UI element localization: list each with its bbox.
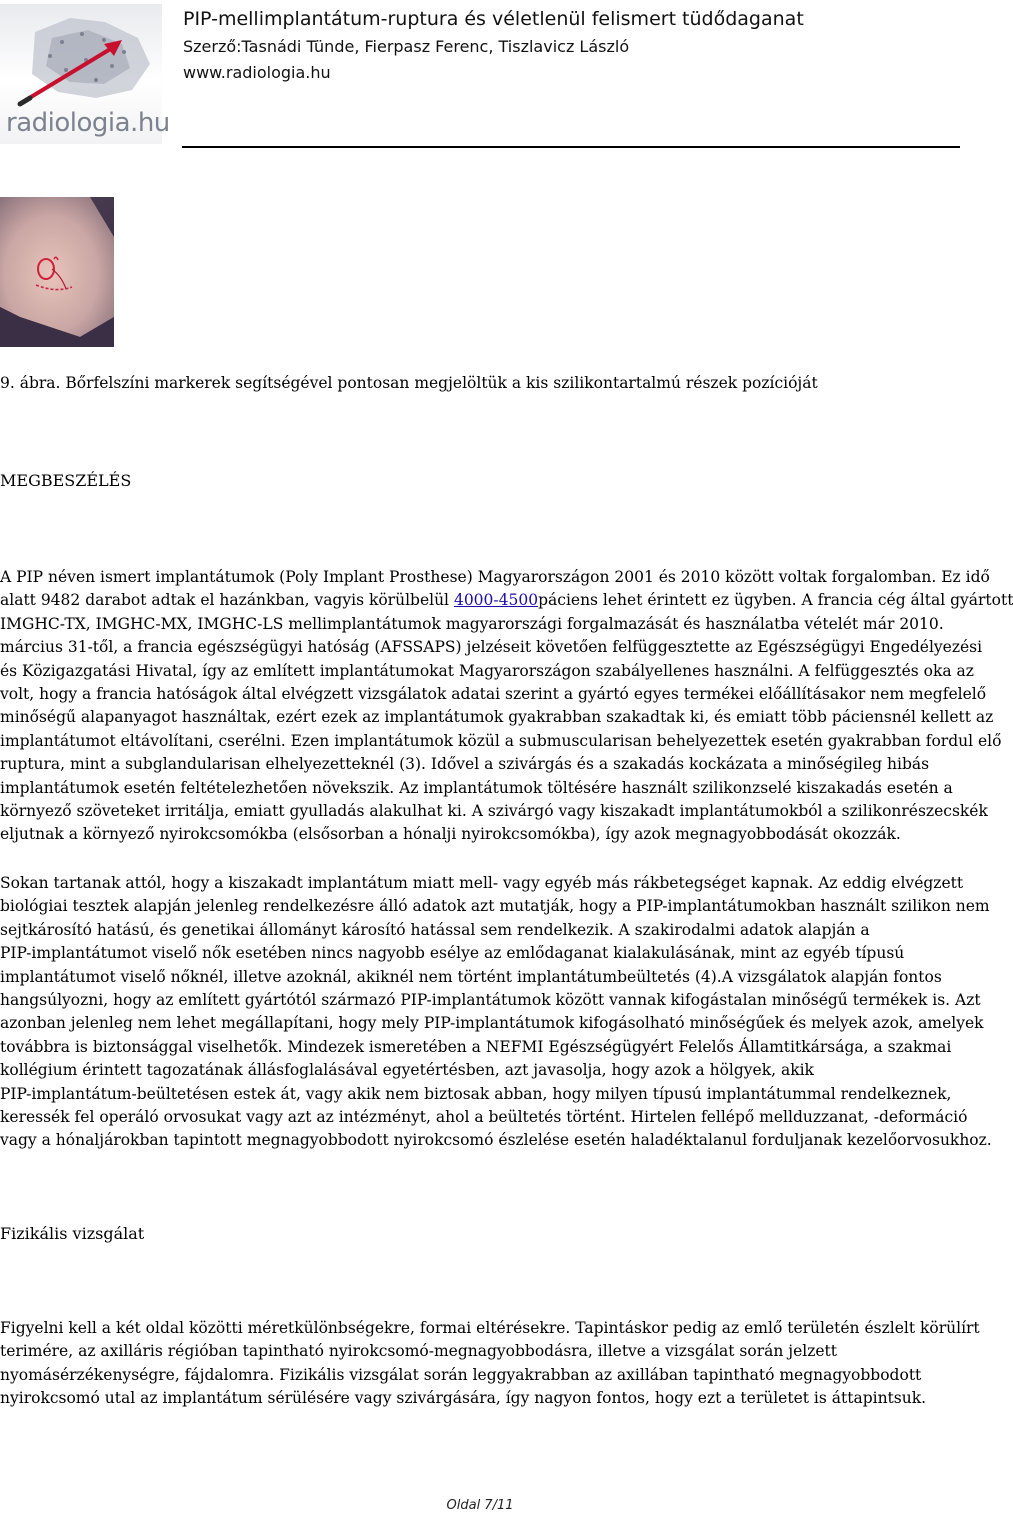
section-heading-megbeszeles: MEGBESZÉLÉS xyxy=(0,471,132,490)
text-line: azonban jelenleg nem lehet megállapítani, hogy mely PIP-implantátumok kifogásolható minőségűek és melyek azok, amelyek xyxy=(0,1014,984,1033)
text-line: környező szöveteket irritálja, emiatt gyulladás alakulhat ki. A szivárgó vagy kiszakadt implantátumokból a szilikonrészecskék xyxy=(0,802,988,821)
text-line: nyomásérzékenységre, fájdalomra. Fizikális vizsgálat során leggyakrabban az axillában tapintható megnagyobbodott xyxy=(0,1365,922,1384)
text-fragment: alatt 9482 darabot adtak el hazánkban, vagyis körülbelül xyxy=(0,591,454,610)
radiologia-logo xyxy=(0,4,170,144)
text-line: vagy a hónaljárokban tapintott megnagyobbodott nyirokcsomó észlelése esetén haladéktalanul forduljanak kezelőorvosukhoz. xyxy=(0,1131,992,1150)
page-number: Oldal 7/11 xyxy=(446,1498,514,1513)
text-line: biológiai tesztek alapján jelenleg rendelkezésre álló adatok azt mutatják, hogy a PIP-implantátumokban használt szilikon nem xyxy=(0,897,990,916)
text-line: március 31-től, a francia egészségügyi hatóság (AFSSAPS) jelzéseit követően felfüggesztette az Egészségügyi Engedélyezési xyxy=(0,638,983,657)
text-line: eljutnak a környező nyirokcsomókba (elsősorban a hónalji nyirokcsomókba), így azok megnagyobbodását okozzák. xyxy=(0,825,901,844)
text-line: minőségű alapanyagot használtak, ezért ezek az implantátumok gyakrabban szakadtak ki, és emiatt több páciensnél kellett az xyxy=(0,708,994,727)
text-line: IMGHC-TX, IMGHC-MX, IMGHC-LS mellimplantátumok magyarországi forgalmazását és használatba vételét már 2010. xyxy=(0,614,944,633)
megbeszeles-paragraph-1 xyxy=(0,566,1013,847)
text-line: kollégium érintett tagozatának állásfoglalásával egyetértésben, azt javasolja, hogy azok a hölgyek, akik xyxy=(0,1061,814,1080)
text-line: terimére, az axilláris régióban tapintható nyirokcsomó-megnagyobbodásra, illetve a vizsgálat során jelzett xyxy=(0,1342,838,1361)
document-authors: Szerző:Tasnádi Tünde, Fierpasz Ferenc, Tiszlavicz László xyxy=(183,37,630,56)
section-heading-fizikalis-vizsgalat: Fizikális vizsgálat xyxy=(0,1224,145,1243)
text-line: továbbra is biztonsággal viselhetők. Mindezek ismeretében a NEFMI Egészségügyért Felelős Államtitkársága, a szakmai xyxy=(0,1037,952,1056)
text-line: implantátumok esetén feltételezhetően növekszik. Az implantátumok töltésére használt szilikonzselé kiszakadás esetén a xyxy=(0,778,953,797)
text-line: A PIP néven ismert implantátumok (Poly Implant Prosthese) Magyarországon 2001 és 2010 között voltak forgalomban. Ez idő xyxy=(0,568,990,586)
fizikalis-paragraph-1 xyxy=(0,1317,980,1411)
text-line: és Közigazgatási Hivatal, így az említett implantátumokat Magyarországon szabályellenes használni. A felfüggesztés oka az xyxy=(0,661,974,680)
text-line: nyirokcsomó utal az implantátum sérülésére vagy szivárgására, így nagyon fontos, hogy ezt a területet is áttapintsuk. xyxy=(0,1389,927,1408)
patient-count-link[interactable]: 4000-4500 xyxy=(453,591,539,610)
text-line: hangsúlyozni, hogy az említett gyártótól származó PIP-implantátumok között vannak kifogástalan minőségű termékek is. Azt xyxy=(0,991,981,1010)
text-line-with-link xyxy=(0,589,1013,612)
text-line: keressék fel operáló orvosukat vagy azt az intézményt, ahol a beültetés történt. Hirtelen fellépő mellduzzanat, -deformáció xyxy=(0,1108,968,1127)
text-line: implantátumot eltávolítani, cserélni. Ezen implantátumok közül a submuscularisan behelyezettek esetén gyakrabban fordul elő xyxy=(0,731,1002,750)
text-line: PIP-implantátumot viselő nők esetében nincs nagyobb esélye az emlődaganat kialakulásának, mint az egyéb típusú xyxy=(0,944,905,963)
text-line: volt, hogy a francia hatóságok által elvégzett vizsgálatok adatai szerint a gyártó egyes termékei előállításakor nem megfelelő xyxy=(0,685,987,704)
text-line: ruptura, mint a subglandularisan elhelyezetteknél (3). Idővel a szivárgás és a szakadás kockázata a minőségileg hibás xyxy=(0,755,930,774)
text-line: Figyelni kell a két oldal közötti méretkülönbségekre, formai eltérésekre. Tapintáskor pedig az emlő területén észlelt körülírt xyxy=(0,1319,980,1337)
figure-9-photo xyxy=(0,197,114,347)
document-header xyxy=(0,0,960,148)
document-title: PIP-mellimplantátum-ruptura és véletlenül felismert tüdődaganat xyxy=(183,8,804,30)
megbeszeles-paragraph-2 xyxy=(0,872,992,1153)
logo-text: radiologia.hu xyxy=(6,108,170,138)
text-line: Sokan tartanak attól, hogy a kiszakadt implantátum miatt mell- vagy egyéb más rákbetegséget kapnak. Az eddig elvégzett xyxy=(0,874,964,892)
text-fragment: páciens lehet érintett ez ügyben. A francia cég által gyártott xyxy=(538,591,1013,610)
figure-caption: 9. ábra. Bőrfelszíni markerek segítségével pontosan megjelöltük a kis szilikontartalmú részek pozícióját xyxy=(0,374,818,392)
website-url: www.radiologia.hu xyxy=(183,63,331,82)
header-divider xyxy=(182,146,960,148)
text-line: implantátumot viselő nőknél, illetve azoknál, akiknél nem történt implantátumbeültetés (4).A vizsgálatok alapján fontos xyxy=(0,967,942,986)
text-line: sejtkárosító hatású, és genetikai állományt károsító hatással sem rendelkezik. A szakirodalmi adatok alapján a xyxy=(0,920,870,939)
text-line: PIP-implantátum-beültetésen estek át, vagy akik nem biztosak abban, hogy milyen típusú implantátummal rendelkeznek, xyxy=(0,1084,952,1103)
